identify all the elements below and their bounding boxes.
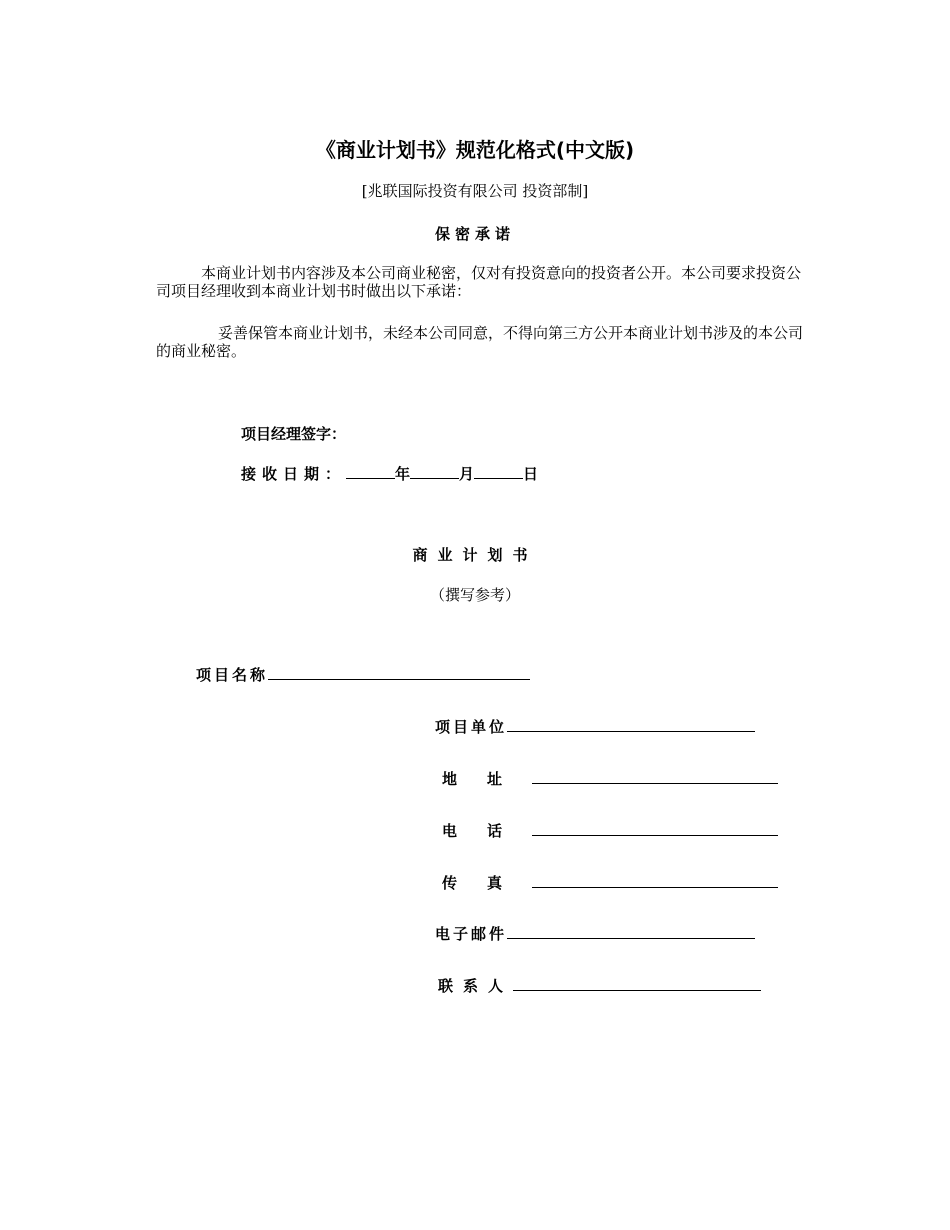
document-subtitle: [兆联国际投资有限公司 投资部制]	[361, 182, 589, 200]
section-subtitle: （撰写参考）	[429, 586, 520, 604]
email-label: 电子邮件	[435, 925, 508, 943]
receive-date-label: 接收日期：	[241, 465, 347, 483]
project-unit-field	[435, 716, 755, 737]
fax-label: 传真	[442, 874, 533, 892]
email-line[interactable]	[507, 924, 755, 939]
document-title: 《商业计划书》规范化格式(中文版)	[315, 138, 635, 162]
fax-field	[442, 872, 778, 893]
address-line[interactable]	[532, 769, 778, 784]
day-label: 日	[523, 465, 539, 483]
fax-line[interactable]	[532, 873, 778, 888]
project-unit-line[interactable]	[507, 717, 755, 732]
year-label: 年	[395, 465, 411, 483]
contact-label: 联系人	[438, 977, 514, 995]
project-unit-label: 项目单位	[435, 718, 508, 736]
contact-line[interactable]	[513, 976, 761, 991]
year-blank[interactable]	[346, 464, 395, 479]
confidentiality-paragraph-2: 妥善保管本商业计划书，未经本公司同意，不得向第三方公开本商业计划书涉及的本公司的商业秘密。	[156, 324, 804, 360]
confidentiality-heading: 保密承诺	[434, 225, 515, 243]
contact-field	[438, 975, 761, 996]
phone-field	[442, 820, 778, 841]
phone-label: 电话	[442, 822, 533, 840]
project-name-label: 项目名称	[196, 666, 269, 684]
section-title: 商业计划书	[412, 546, 538, 564]
address-field	[442, 768, 778, 789]
confidentiality-paragraph-1: 本商业计划书内容涉及本公司商业秘密，仅对有投资意向的投资者公开。本公司要求投资公司项目经理收到本商业计划书时做出以下承诺：	[156, 264, 802, 300]
address-label: 地址	[442, 770, 533, 788]
month-label: 月	[459, 465, 475, 483]
manager-signature-label: 项目经理签字：	[241, 425, 347, 443]
project-name-line[interactable]	[268, 665, 530, 680]
receive-date-row	[241, 463, 538, 484]
day-blank[interactable]	[474, 464, 523, 479]
project-name-field	[196, 664, 530, 685]
email-field	[435, 923, 755, 944]
month-blank[interactable]	[410, 464, 459, 479]
phone-line[interactable]	[532, 821, 778, 836]
